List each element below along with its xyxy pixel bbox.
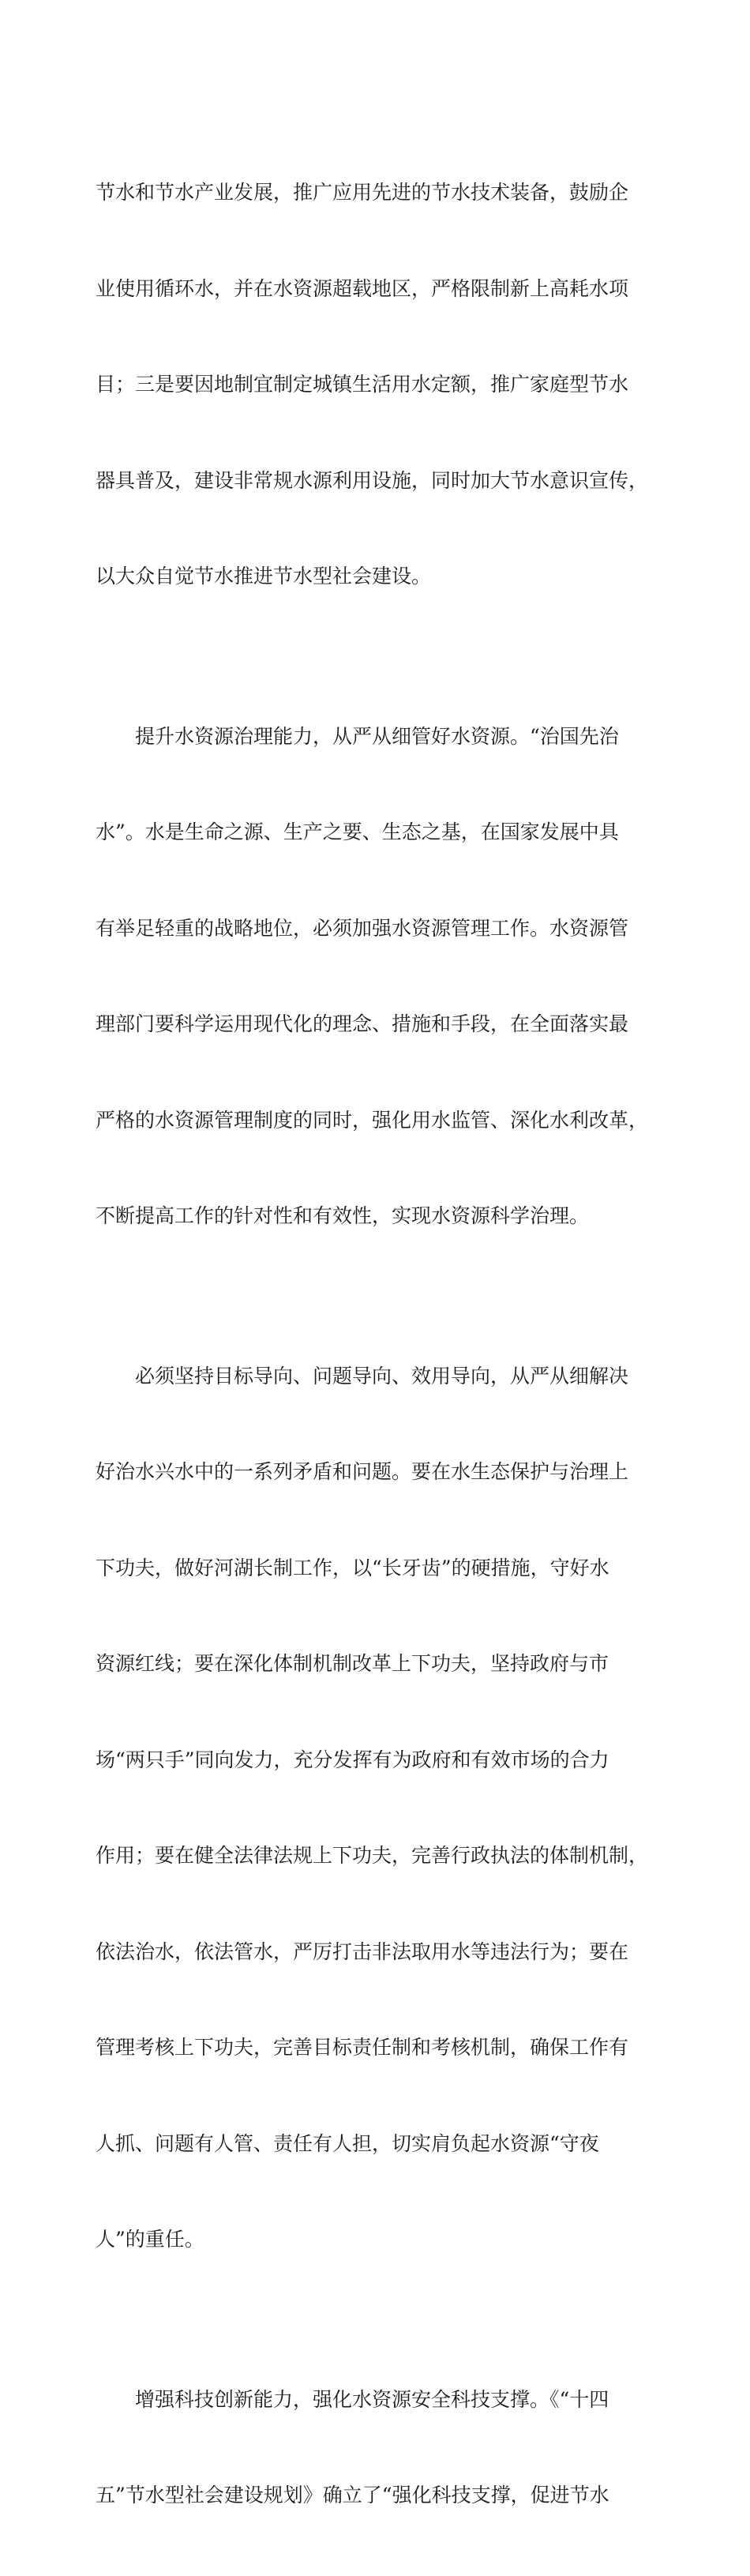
text-line: 节水和节水产业发展，推广应用先进的节水技术装备，鼓励企 xyxy=(96,181,629,204)
text-line: 人抓、问题有人管、责任有人担，切实肩负起水资源“守夜 xyxy=(96,2131,599,2155)
text-line: 人”的重任。 xyxy=(96,2228,204,2251)
paragraph-4 xyxy=(96,2320,656,2576)
text-line: 好治水兴水中的一系列矛盾和问题。要在水生态保护与治理上 xyxy=(96,1460,629,1483)
text-line: 器具普及，建设非常规水源利用设施，同时加大节水意识宣传， xyxy=(96,468,649,492)
text-line: 理部门要科学运用现代化的理念、措施和手段，在全面落实最 xyxy=(96,1012,629,1035)
document-body xyxy=(96,113,656,2576)
paragraph-3 xyxy=(96,1297,656,2320)
text-line: 五”节水型社会建设规划》确立了“强化科技支撑，促进节水 xyxy=(96,2484,609,2507)
text-line: 必须坚持目标导向、问题导向、效用导向，从严从细解决 xyxy=(135,1364,629,1388)
text-line: 不断提高工作的针对性和有效性，实现水资源科学治理。 xyxy=(96,1204,590,1227)
paragraph-1 xyxy=(96,113,656,657)
text-line: 场“两只手”同向发力，充分发挥有为政府和有效市场的合力 xyxy=(96,1748,609,1771)
text-line: 以大众自觉节水推进节水型社会建设。 xyxy=(96,565,432,588)
text-line: 业使用循环水，并在水资源超载地区，严格限制新上高耗水项 xyxy=(96,276,629,300)
text-line: 严格的水资源管理制度的同时，强化用水监管、深化水利改革， xyxy=(96,1108,649,1132)
text-line: 有举足轻重的战略地位，必须加强水资源管理工作。水资源管 xyxy=(96,916,629,940)
text-line: 依法治水，依法管水，严厉打击非法取用水等违法行为；要在 xyxy=(96,1940,629,1963)
text-line: 增强科技创新能力，强化水资源安全科技支撑。《“十四 xyxy=(135,2387,609,2411)
text-line: 提升水资源治理能力，从严从细管好水资源。“治国先治 xyxy=(135,724,619,748)
paragraph-2 xyxy=(96,657,656,1297)
text-line: 下功夫，做好河湖长制工作，以“长牙齿”的硬措施，守好水 xyxy=(96,1556,609,1579)
text-line: 水”。水是生命之源、生产之要、生态之基，在国家发展中具 xyxy=(96,820,619,843)
text-line: 资源红线；要在深化体制机制改革上下功夫，坚持政府与市 xyxy=(96,1652,609,1675)
text-line: 作用；要在健全法律法规上下功夫，完善行政执法的体制机制， xyxy=(96,1844,649,1867)
text-line: 管理考核上下功夫，完善目标责任制和考核机制，确保工作有 xyxy=(96,2036,629,2059)
text-line: 目；三是要因地制宜制定城镇生活用水定额，推广家庭型节水 xyxy=(96,373,629,396)
